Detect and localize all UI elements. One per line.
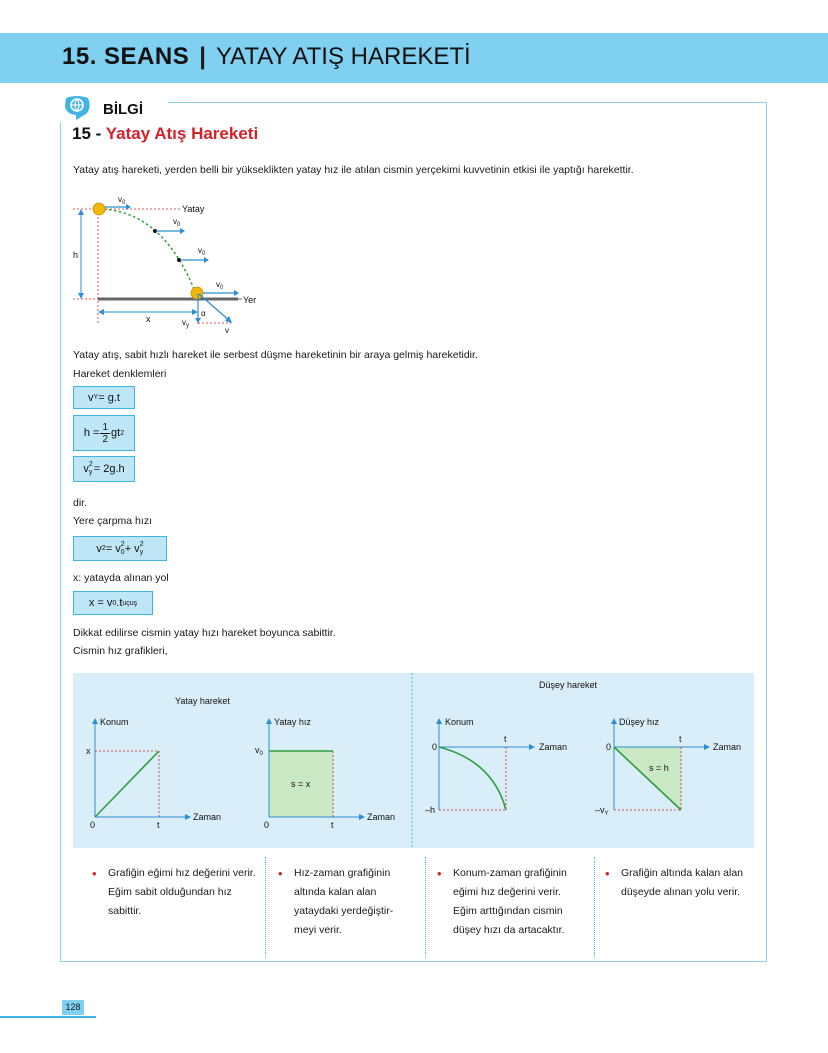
graph-horizontal-velocity xyxy=(255,717,395,830)
note-4: • Grafiğin altında kalan alan düşeyde alınan yolu verir. xyxy=(605,866,743,898)
v0-label-1: $v_0$ xyxy=(118,195,126,206)
velocity-graphs xyxy=(73,673,754,848)
text-constant-velocity: Dikkat edilirse cismin yatay hızı hareket boyunca sabittir. xyxy=(73,627,336,639)
g4-area-label: s = h xyxy=(649,763,669,773)
note-3: • Konum-zaman grafiğinin eğimi hız değerini verir. Eğim arttığından cismin düşey hızı da artacaktır. xyxy=(437,866,567,936)
height-label: h xyxy=(73,250,79,260)
equation-x: x = v 0 .t uçuş xyxy=(73,591,153,615)
g1-x-arrow xyxy=(185,814,191,820)
g1-ytick: x xyxy=(86,746,91,756)
g2-xtick: t xyxy=(331,820,334,830)
g1-line xyxy=(95,751,159,817)
equation-vy: v Y = g.t xyxy=(73,386,135,409)
section-number: 15 - xyxy=(72,124,102,143)
range-label: x xyxy=(146,314,151,324)
bullet-icon: • xyxy=(605,866,610,881)
info-icon xyxy=(62,94,92,122)
horizontal-motion-title: Yatay hareket xyxy=(175,696,230,706)
g3-xtick: t xyxy=(504,734,507,744)
g4-ylabel: Düşey hız xyxy=(619,717,660,727)
g3-xlabel: Zaman xyxy=(539,742,568,752)
range-arrow-left xyxy=(98,309,104,315)
g1-y-arrow xyxy=(92,718,98,724)
vy-label: $v_y$ xyxy=(182,318,189,329)
intro-text: Yatay atış hareketi, yerden belli bir yükseklikten yatay hız ile atılan cismin yerçekimi kuvvetinin etkisi ile yaptığı harekettir. xyxy=(73,164,634,176)
g3-x-arrow xyxy=(529,744,535,750)
range-arrow-right xyxy=(192,309,198,315)
v0-label-2: $v_0$ xyxy=(173,217,181,228)
note-divider-2 xyxy=(425,857,426,957)
equation-vy-squared: v 2 y = 2g.h xyxy=(73,456,135,482)
g4-xlabel: Zaman xyxy=(713,742,742,752)
trajectory xyxy=(99,209,196,294)
note-1: • Grafiğin eğimi hız değerini verir. Eğim sabit olduğundan hız sabittir. xyxy=(92,866,256,917)
vertical-motion-title: Düşey hareket xyxy=(539,680,598,690)
g3-ylabel: Konum xyxy=(445,717,474,727)
v0-arrow-4-head xyxy=(234,290,239,296)
equation-v-squared: v 2 = v 2 0 + v 2 y xyxy=(73,536,167,561)
bullet-icon: • xyxy=(278,866,283,881)
text-impact-speed: Yere çarpma hızı xyxy=(73,515,152,527)
height-arrow-bottom xyxy=(78,293,84,299)
session-number: 15. SEANS xyxy=(62,43,190,70)
v0-label-4: $v_0$ xyxy=(216,280,224,291)
graph-vertical-position xyxy=(425,717,567,815)
section-name: Yatay Atış Hareketi xyxy=(105,124,259,143)
equation-h: h = $\frac{1}{2}$ gt 2 xyxy=(73,415,135,451)
section-title xyxy=(72,124,258,144)
v0-arrow-2-head xyxy=(180,228,185,234)
g3-curve xyxy=(439,747,506,810)
yer-label: Yer xyxy=(243,295,257,305)
v-label: v xyxy=(225,326,229,335)
text-velocity-graphs: Cismin hız grafikleri, xyxy=(73,645,168,657)
g4-x-arrow xyxy=(704,744,710,750)
info-label: BİLGİ xyxy=(103,101,143,118)
text-equations-heading: Hareket denklemleri xyxy=(73,368,167,380)
g1-xlabel: Zaman xyxy=(193,812,222,822)
topic-title: YATAY ATIŞ HAREKETİ xyxy=(215,43,471,70)
g4-xtick: t xyxy=(679,734,682,744)
g1-origin: 0 xyxy=(90,820,96,830)
g2-area-label: s = x xyxy=(291,779,311,789)
bullet-icon: • xyxy=(437,866,442,881)
g2-ylabel: Yatay hız xyxy=(274,717,311,727)
projectile-diagram xyxy=(68,190,268,338)
g1-ylabel: Konum xyxy=(100,717,129,727)
note-2: • Hız-zaman grafiğinin altında kalan alan yataydaki yerdeğiştir-meyi verir. xyxy=(278,866,394,936)
vy-arrow-head xyxy=(195,318,201,323)
v0-label-3: $v_0$ xyxy=(198,246,206,257)
g2-ytick: $v_0$ xyxy=(255,745,263,757)
bullet-icon: • xyxy=(92,866,97,881)
title-separator: | xyxy=(199,43,206,70)
ball-impact xyxy=(191,287,203,299)
header-band xyxy=(0,33,828,83)
note-divider-1 xyxy=(265,857,266,957)
g2-x-arrow xyxy=(359,814,365,820)
text-x-definition: x: yatayda alınan yol xyxy=(73,572,169,584)
graph-vertical-velocity xyxy=(595,717,741,817)
g2-origin: 0 xyxy=(264,820,270,830)
yatay-label: Yatay xyxy=(182,204,205,214)
v0-arrow-3-head xyxy=(204,257,209,263)
page-title xyxy=(62,43,471,71)
g2-y-arrow xyxy=(266,718,272,724)
g3-origin: 0 xyxy=(432,742,438,752)
g4-y-arrow xyxy=(611,718,617,724)
g1-xtick: t xyxy=(157,820,160,830)
g3-y-arrow xyxy=(436,718,442,724)
page-number: 128 xyxy=(62,1000,84,1015)
g4-ytick: $-v_Y$ xyxy=(595,805,609,817)
alpha-label: α xyxy=(201,309,206,318)
g2-xlabel: Zaman xyxy=(367,812,396,822)
height-arrow-top xyxy=(78,209,84,215)
graph-horizontal-position xyxy=(86,717,221,830)
g4-origin: 0 xyxy=(606,742,612,752)
g3-ytick: –h xyxy=(425,805,436,815)
text-dir: dir. xyxy=(73,497,88,509)
ball-start xyxy=(93,203,105,215)
note-divider-3 xyxy=(594,857,595,957)
text-combination: Yatay atış, sabit hızlı hareket ile serbest düşme hareketinin bir araya gelmiş hareketidir. xyxy=(73,349,478,361)
page-number-underline xyxy=(0,1016,96,1018)
